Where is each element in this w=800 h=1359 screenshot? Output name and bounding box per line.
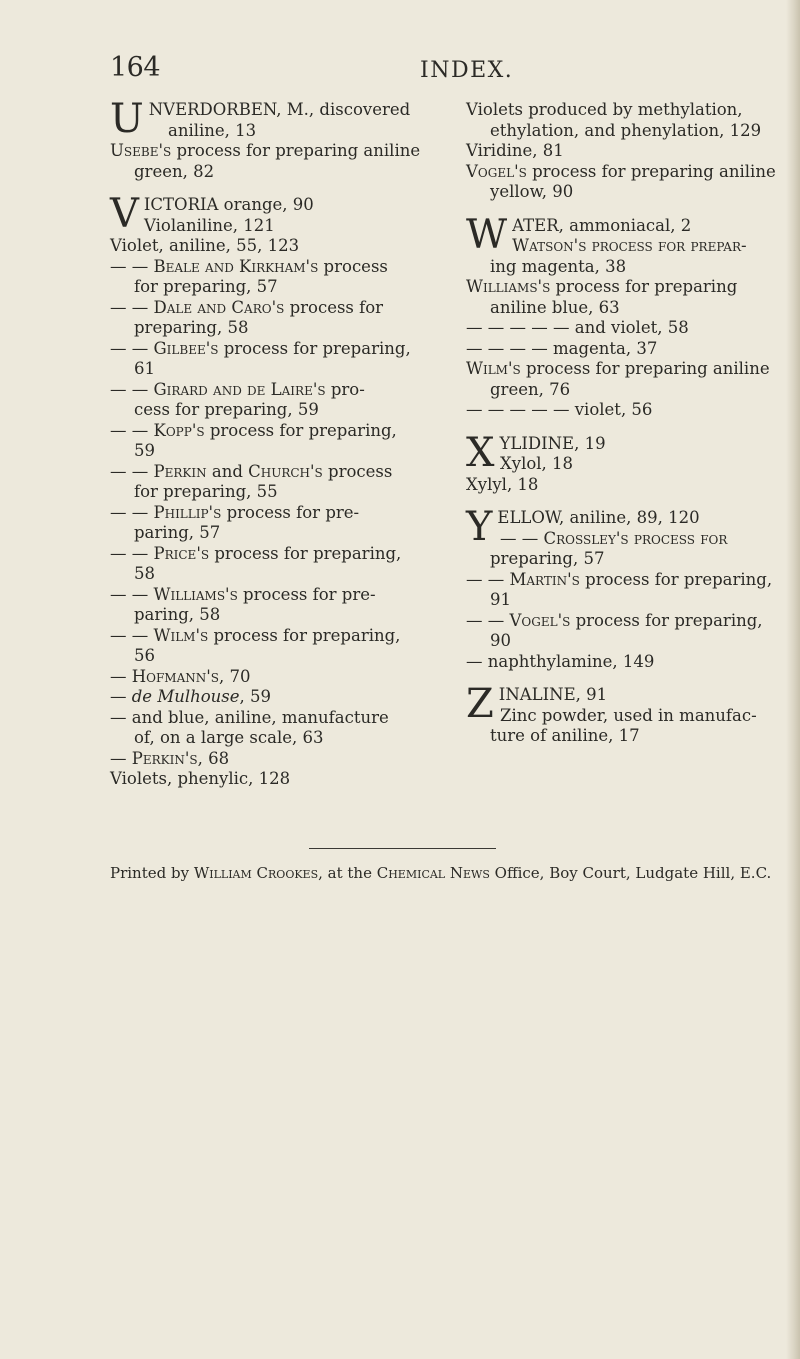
printer-imprint: Printed by William Crookes, at the Chemical News Office, Boy Court, Ludgate Hill, E.C. xyxy=(110,864,772,882)
index-entry: NVERDORBEN, M., discovered xyxy=(148,100,411,119)
index-entry: preparing, 57 xyxy=(490,549,605,568)
index-entry: — and blue, aniline, manufacture xyxy=(110,707,389,727)
index-entry: Wilm's process for preparing aniline xyxy=(466,359,770,378)
index-entry: for preparing, 55 xyxy=(134,482,278,501)
index-entry: green, 82 xyxy=(134,161,215,181)
index-entry: ELLOW, aniline, 89, 120 xyxy=(497,508,700,527)
index-entry: — — Price's process for preparing, xyxy=(110,543,402,563)
dropcap-w: W xyxy=(466,211,508,258)
index-entry: 56 xyxy=(134,646,155,665)
section-y xyxy=(466,504,800,550)
index-entry: for preparing, 57 xyxy=(134,277,278,296)
index-entry: — Perkin's, 68 xyxy=(110,748,230,768)
index-entry: — Hofmann's, 70 xyxy=(110,666,251,686)
dropcap-x: X xyxy=(466,429,495,476)
index-entry: — — Perkin and Church's process xyxy=(110,461,393,481)
index-entry: — — Crossley's process for xyxy=(500,528,728,548)
index-entry: — — Beale and Kirkham's process xyxy=(110,256,388,276)
index-entry: Vogel's process for preparing aniline xyxy=(466,161,776,181)
index-entry: INALINE, 91 xyxy=(498,685,608,704)
index-entry: 91 xyxy=(490,590,511,609)
index-entry: Violets produced by methylation, xyxy=(466,100,743,119)
page-header xyxy=(110,52,710,86)
section-w xyxy=(466,211,800,258)
index-entry: — naphthylamine, 149 xyxy=(466,651,655,671)
index-entry: — — Williams's process for pre- xyxy=(110,584,376,604)
index-entry: aniline, 13 xyxy=(168,120,257,140)
right-column xyxy=(466,100,800,747)
index-entry: — — Girard and de Laire's pro- xyxy=(110,379,365,399)
section-v xyxy=(110,191,450,237)
index-entry: ture of aniline, 17 xyxy=(490,726,640,745)
dropcap-v: V xyxy=(110,191,139,237)
index-entry: — — Dale and Caro's process for xyxy=(110,297,384,317)
index-entry: 58 xyxy=(134,564,155,583)
index-entry: Watson's process for prepar- xyxy=(512,236,747,255)
index-entry: ICTORIA orange, 90 xyxy=(143,195,314,214)
index-entry: Zinc powder, used in manufac- xyxy=(500,705,757,725)
index-entry: Violets, phenylic, 128 xyxy=(110,769,291,788)
index-entry: of, on a large scale, 63 xyxy=(134,728,324,747)
section-y-entries xyxy=(466,549,800,672)
index-entry: 90 xyxy=(490,631,511,650)
index-entry: — de Mulhouse, 59 xyxy=(110,687,272,706)
section-v-entries xyxy=(110,236,450,790)
index-entry: preparing, 58 xyxy=(134,318,249,337)
index-entry: aniline blue, 63 xyxy=(490,297,620,317)
index-entry: — — Wilm's process for preparing, xyxy=(110,625,401,645)
index-entry: — — Phillip's process for pre- xyxy=(110,502,360,522)
index-entry: paring, 57 xyxy=(134,523,221,542)
footer-rule xyxy=(309,848,496,849)
dropcap-y: Y xyxy=(466,504,493,550)
section-x-entries xyxy=(466,475,800,496)
index-entry: Violaniline, 121 xyxy=(144,215,275,235)
index-entry: paring, 58 xyxy=(134,605,221,624)
index-entry: ATER, ammoniacal, 2 xyxy=(512,215,692,235)
section-v-continued xyxy=(466,100,800,203)
index-entry: Williams's process for preparing xyxy=(466,277,738,296)
page-title: INDEX. xyxy=(420,58,514,83)
index-entry: — — Vogel's process for preparing, xyxy=(466,610,763,630)
index-entry: — — Martin's process for preparing, xyxy=(466,569,773,589)
index-entry: Viridine, 81 xyxy=(466,141,564,160)
index-entry: — — — — — and violet, 58 xyxy=(466,318,689,337)
index-entry: Usebe's process for preparing aniline xyxy=(110,141,421,160)
index-entry: ing magenta, 38 xyxy=(490,256,627,276)
index-entry: Violet, aniline, 55, 123 xyxy=(110,236,300,255)
index-entry: green, 76 xyxy=(490,379,571,399)
page-number: 164 xyxy=(110,52,161,83)
index-entry: Xylyl, 18 xyxy=(466,474,539,494)
section-z xyxy=(466,681,800,727)
index-entry: YLIDINE, 19 xyxy=(499,433,606,453)
index-entry: Xylol, 18 xyxy=(500,454,574,473)
section-u-entries xyxy=(110,141,450,182)
section-w-entries xyxy=(466,257,800,421)
index-entry: yellow, 90 xyxy=(490,182,574,201)
dropcap-z: Z xyxy=(466,681,494,727)
index-entry: — — — — magenta, 37 xyxy=(466,338,658,358)
index-entry: — — Gilbee's process for preparing, xyxy=(110,338,411,358)
index-entry: 59 xyxy=(134,441,155,460)
index-entry: ethylation, and phenylation, 129 xyxy=(490,120,762,140)
index-entry: 61 xyxy=(134,359,155,378)
index-entry: — — Kopp's process for preparing, xyxy=(110,420,397,440)
section-x xyxy=(466,429,800,476)
left-column xyxy=(110,96,450,790)
dropcap-u: U xyxy=(110,96,144,142)
section-z-entries xyxy=(466,726,800,747)
index-entry: cess for preparing, 59 xyxy=(134,400,319,419)
index-entry: — — — — — violet, 56 xyxy=(466,400,653,419)
section-u xyxy=(110,96,450,142)
